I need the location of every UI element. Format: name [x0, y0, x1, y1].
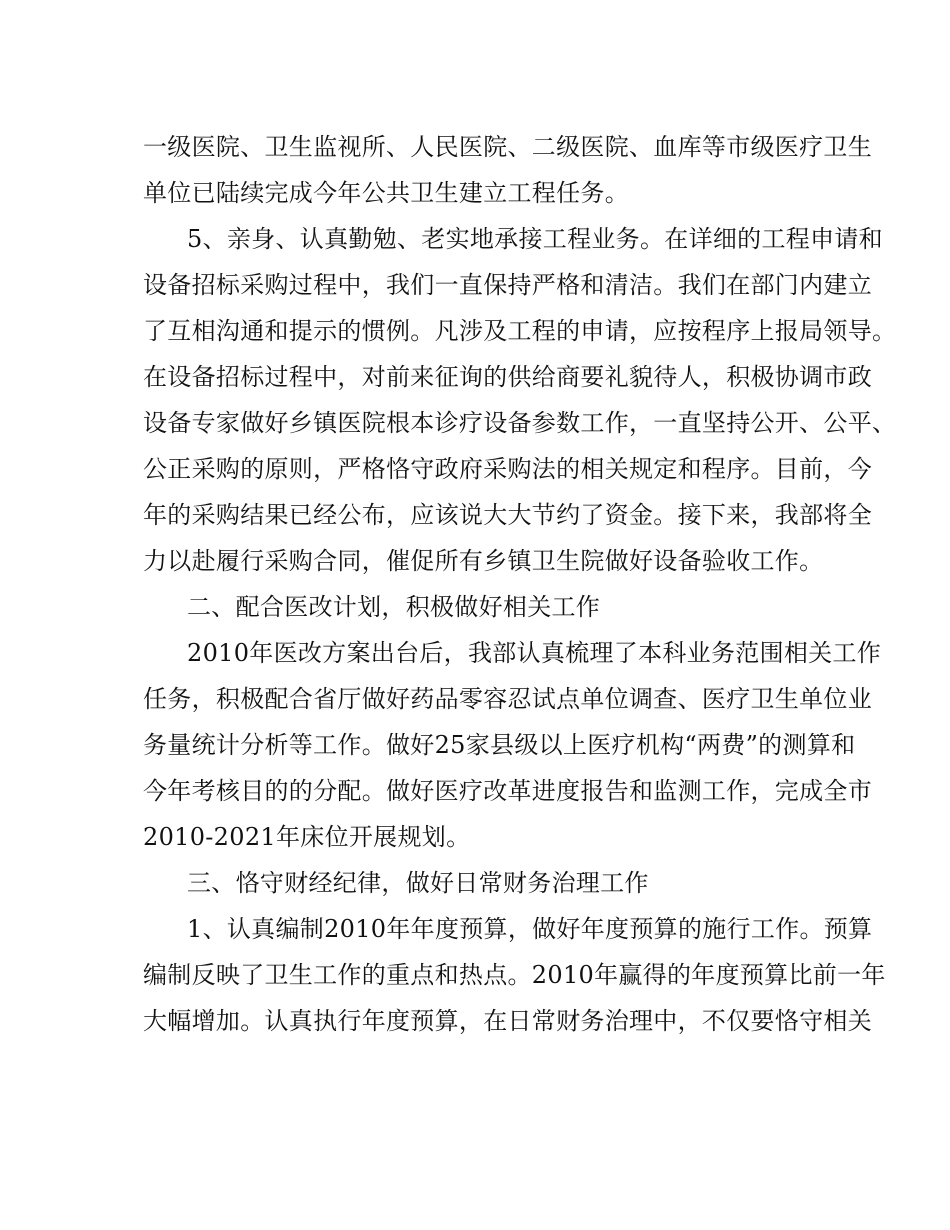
document-body — [143, 124, 897, 1044]
text-line: 力以赴履行采购合同，催促所有乡镇卫生院做好设备验收工作。 — [143, 547, 824, 575]
text-line: 年的采购结果已经公布，应该说大大节约了资金。接下来，我部将全 — [143, 501, 872, 529]
paragraph-start-reform: 2010年医改方案出台后，我部认真梳理了本科业务范围相关工作 — [187, 639, 882, 667]
paragraph-start-item-1: 1、认真编制2010年年度预算，做好年度预算的施行工作。预算 — [187, 915, 873, 943]
text-line: 今年考核目的的分配。做好医疗改革进度报告和监测工作，完成全市 — [143, 777, 872, 805]
text-line: 编制反映了卫生工作的重点和热点。2010年赢得的年度预算比前一年 — [143, 961, 886, 989]
text-line: 2010-2021年床位开展规划。 — [143, 823, 471, 851]
text-line: 单位已陆续完成今年公共卫生建立工程任务。 — [143, 179, 629, 207]
paragraph-start-item-5: 5、亲身、认真勤勉、老实地承接工程业务。在详细的工程申请和 — [187, 225, 883, 253]
section-heading-2: 二、配合医改计划，积极做好相关工作 — [187, 593, 601, 621]
text-line: 了互相沟通和提示的惯例。凡涉及工程的申请，应按程序上报局领导。 — [143, 317, 897, 345]
section-heading-3: 三、恪守财经纪律，做好日常财务治理工作 — [187, 869, 649, 897]
text-line: 设备专家做好乡镇医院根本诊疗设备参数工作，一直坚持公开、公平、 — [143, 409, 897, 437]
text-line: 任务，积极配合省厅做好药品零容忍试点单位调查、医疗卫生单位业 — [143, 685, 872, 713]
text-line: 务量统计分析等工作。做好25家县级以上医疗机构“两费”的测算和 — [143, 731, 856, 759]
text-line: 一级医院、卫生监视所、人民医院、二级医院、血库等市级医疗卫生 — [143, 133, 872, 161]
text-line: 大幅增加。认真执行年度预算，在日常财务治理中，不仅要恪守相关 — [143, 1007, 872, 1035]
text-line: 在设备招标过程中，对前来征询的供给商要礼貌待人，积极协调市政 — [143, 363, 872, 391]
text-line: 设备招标采购过程中，我们一直保持严格和清洁。我们在部门内建立 — [143, 271, 872, 299]
text-line: 公正采购的原则，严格恪守政府采购法的相关规定和程序。目前，今 — [143, 455, 872, 483]
